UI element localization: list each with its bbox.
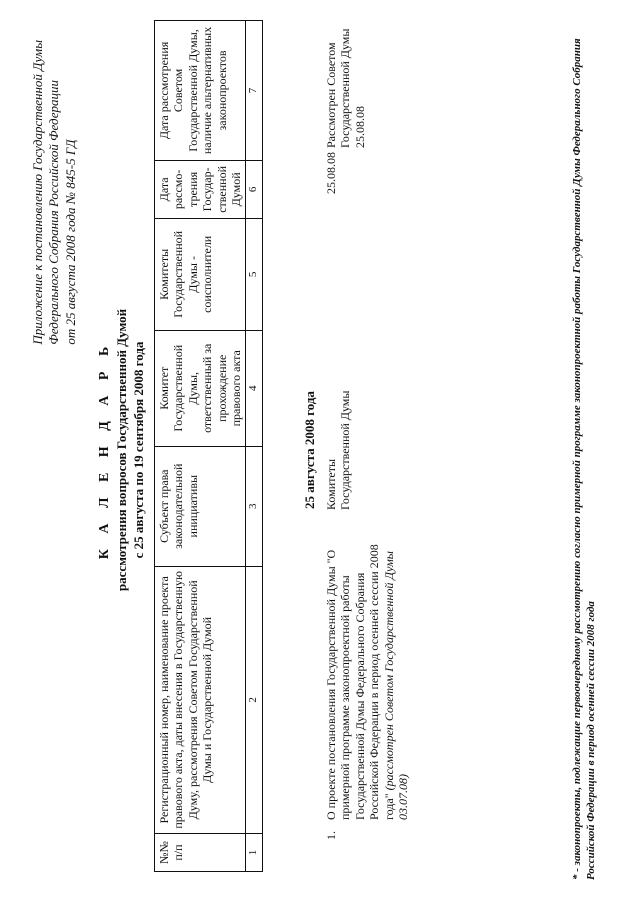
col-header-responsible-committee: Комитет Государственной Думы, ответственный за прохождение правового акта [155, 330, 246, 446]
col-number: 6 [246, 160, 262, 218]
calendar-title [96, 0, 148, 900]
agenda-item-duma-date: 25.08.08 [324, 152, 338, 194]
col-header-council-date: Дата рассмотрения Советом Государственной Думы, наличие альтернативных законопроектов [155, 21, 246, 161]
agenda-item-council-status: Рассмотрен Советом Государственной Думы 25.08.08 [324, 28, 367, 148]
agenda-item-title-block [324, 520, 410, 820]
resolution-note [30, 40, 79, 345]
col-number: 3 [246, 446, 262, 566]
col-header-duma-date: Дата рассмо-трения Государ-ственной Думой [155, 160, 246, 218]
col-header-initiator: Субъект права законодательной инициативы [155, 446, 246, 566]
col-header-co-committees: Комитеты Государственной Думы - соисполнители [155, 218, 246, 330]
calendar-subtitle-1: рассмотрения вопросов Государственной Думой [114, 308, 130, 592]
col-number: 2 [246, 566, 262, 833]
col-number: 1 [246, 834, 262, 872]
col-number: 5 [246, 218, 262, 330]
column-number-row [246, 21, 262, 872]
col-header-title: Регистрационный номер, наименование проекта правового акта, даты внесения в Государственную Думу, рассмотрения Советом Государственной Думы и Государственной Думой [155, 566, 246, 833]
section-date-heading: 25 августа 2008 года [302, 391, 317, 509]
calendar-table [154, 20, 263, 872]
agenda-item-number: 1. [324, 831, 338, 840]
table-header-row [155, 21, 246, 872]
agenda-item-title-note: (рассмотрен Советом Государственной Думы 03.07.08) [381, 551, 410, 820]
calendar-title-main: К А Л Е Н Д А Р Ь [97, 340, 112, 560]
col-number: 4 [246, 330, 262, 446]
resolution-note-line-1: Приложение к постановлению Государственной Думы [30, 40, 45, 345]
resolution-note-line-3: от 25 августа 2008 года № 845-5 ГД [62, 139, 78, 345]
agenda-item-title: О проекте постановления Государственной Думы "О примерной программе законопроектной работы Государственной Думы Федерального Собрания Российской Федерации в период осенней сессии 2008 года" [324, 544, 396, 820]
col-number: 7 [246, 21, 262, 161]
calendar-subtitle-2: с 25 августа по 19 сентября 2008 года [131, 341, 147, 559]
agenda-item-responsible: Комитеты Государственной Думы [324, 390, 353, 510]
resolution-note-line-2: Федерального Собрания Российской Федерации [46, 80, 62, 345]
footnote: * - законопроекты, подлежащие первоочередному рассмотрению согласно примерной программе законопроектной работы Государственной Думы Федерального Собрания Российской Федерации в период осенней сессии 2008 года [571, 38, 598, 880]
col-header-number: №№ п/п [155, 834, 246, 872]
